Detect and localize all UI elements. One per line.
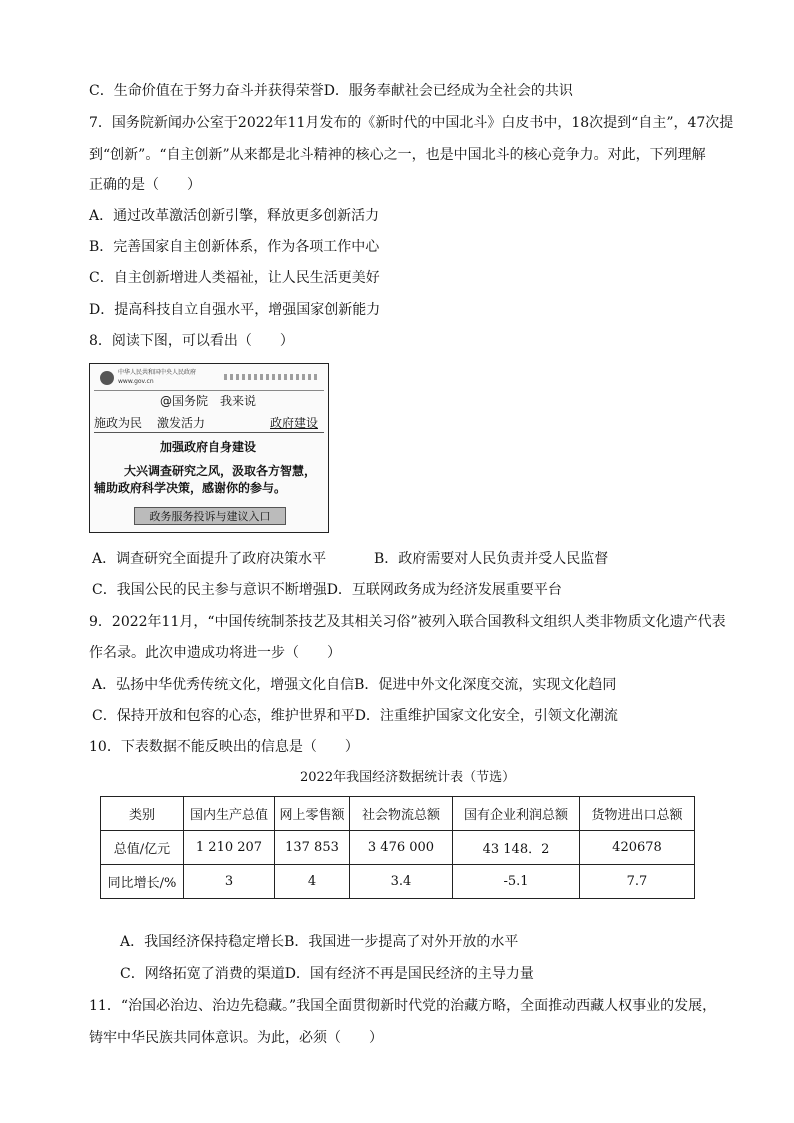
figure-heading: 加强政府自身建设 bbox=[160, 440, 257, 454]
q10-option-c-d: C．网络拓宽了消费的渠道D．国有经济不再是国民经济的主导力量 bbox=[120, 966, 534, 982]
header-cell: 货物进出口总额 bbox=[580, 797, 695, 831]
figure-nav-1: 施政为民 bbox=[94, 416, 143, 430]
table-cell: 总值/亿元 bbox=[101, 831, 184, 865]
q8-stem: 8．阅读下图，可以看出（ ） bbox=[89, 333, 294, 349]
header-cell: 国有企业利润总额 bbox=[453, 797, 580, 831]
q8-option-b: B．政府需要对人民负责并受人民监督 bbox=[374, 551, 609, 567]
table-cell: 3 476 000 bbox=[350, 831, 453, 865]
q10-stem: 10．下表数据不能反映出的信息是（ ） bbox=[89, 739, 359, 755]
complaint-entry-button: 政务服务投诉与建议入口 bbox=[134, 507, 286, 525]
table-cell: 137 853 bbox=[275, 831, 350, 865]
table-row bbox=[101, 831, 695, 865]
table-cell: 3.4 bbox=[350, 865, 453, 899]
q11-stem-line2: 铸牢中华民族共同体意识。为此，必须（ ） bbox=[89, 1030, 383, 1046]
figure-body-2: 辅助政府科学决策，感谢你的参与。 bbox=[94, 481, 287, 495]
q7-option-a: A．通过改革激活创新引擎，释放更多创新活力 bbox=[89, 208, 380, 224]
table-cell: 同比增长/% bbox=[101, 865, 184, 899]
gov-website-figure bbox=[89, 363, 329, 533]
header-nav-strip bbox=[224, 374, 320, 380]
header-cell: 类别 bbox=[101, 797, 184, 831]
site-name: 中华人民共和国中央人民政府 bbox=[118, 369, 197, 376]
emblem-icon bbox=[100, 371, 114, 385]
site-url: www.gov.cn bbox=[118, 378, 154, 385]
q9-stem-line1: 9．2022年11月，“中国传统制茶技艺及其相关习俗”被列入联合国教科文组织人类非物质文化遗产代表 bbox=[89, 614, 726, 630]
figure-title: @国务院 我来说 bbox=[160, 394, 257, 408]
header-cell: 社会物流总额 bbox=[350, 797, 453, 831]
q10-option-a-b: A．我国经济保持稳定增长B．我国进一步提高了对外开放的水平 bbox=[120, 934, 519, 950]
figure-nav-2: 激发活力 bbox=[157, 416, 206, 430]
q8-option-a: A．调查研究全面提升了政府决策水平 bbox=[92, 551, 327, 567]
q9-stem-line2: 作名录。此次申遗成功将进一步（ ） bbox=[89, 645, 341, 661]
economic-data-table bbox=[100, 796, 695, 899]
table-cell: 1 210 207 bbox=[184, 831, 275, 865]
q7-stem-line1: 7．国务院新闻办公室于2022年11月发布的《新时代的中国北斗》白皮书中，18次提到“自主”，47次提 bbox=[89, 115, 734, 131]
table-cell: 3 bbox=[184, 865, 275, 899]
figure-nav-3: 政府建设 bbox=[270, 416, 319, 430]
table-cell: 4 bbox=[275, 865, 350, 899]
table-cell: 7.7 bbox=[580, 865, 695, 899]
table-cell: -5.1 bbox=[453, 865, 580, 899]
q9-option-c-d: C．保持开放和包容的心态，维护世界和平D．注重维护国家文化安全，引领文化潮流 bbox=[92, 708, 618, 724]
table-caption: 2022年我国经济数据统计表（节选） bbox=[300, 770, 516, 785]
figure-body-1: 大兴调查研究之风，汲取各方智慧， bbox=[124, 464, 317, 478]
q7-option-c: C．自主创新增进人类福祉，让人民生活更美好 bbox=[89, 270, 380, 286]
q7-option-d: D．提高科技自立自强水平，增强国家创新能力 bbox=[89, 302, 381, 318]
table-cell: 43 148．2 bbox=[453, 831, 580, 865]
table-row bbox=[101, 865, 695, 899]
figure-divider bbox=[94, 432, 324, 433]
q7-stem-line3: 正确的是（ ） bbox=[89, 177, 201, 193]
table-cell: 420678 bbox=[580, 831, 695, 865]
header-cell: 国内生产总值 bbox=[184, 797, 275, 831]
q8-option-c-d: C．我国公民的民主参与意识不断增强D．互联网政务成为经济发展重要平台 bbox=[92, 582, 562, 598]
q11-stem-line1: 11．“治国必治边、治边先稳藏。”我国全面贯彻新时代党的治藏方略，全面推动西藏人权事业的发展， bbox=[89, 998, 717, 1014]
q6-option-c-d: C．生命价值在于努力奋斗并获得荣誉D．服务奉献社会已经成为全社会的共识 bbox=[89, 83, 573, 99]
q7-option-b: B．完善国家自主创新体系，作为各项工作中心 bbox=[89, 239, 380, 255]
header-cell: 网上零售额 bbox=[275, 797, 350, 831]
table-header-row bbox=[101, 797, 695, 831]
q9-option-a-b: A．弘扬中华优秀传统文化，增强文化自信B．促进中外文化深度交流，实现文化趋同 bbox=[92, 677, 617, 693]
q7-stem-line2: 到“创新”。“自主创新”从来都是北斗精神的核心之一，也是中国北斗的核心竞争力。对此，下列理解 bbox=[89, 147, 706, 163]
figure-header bbox=[94, 368, 324, 391]
